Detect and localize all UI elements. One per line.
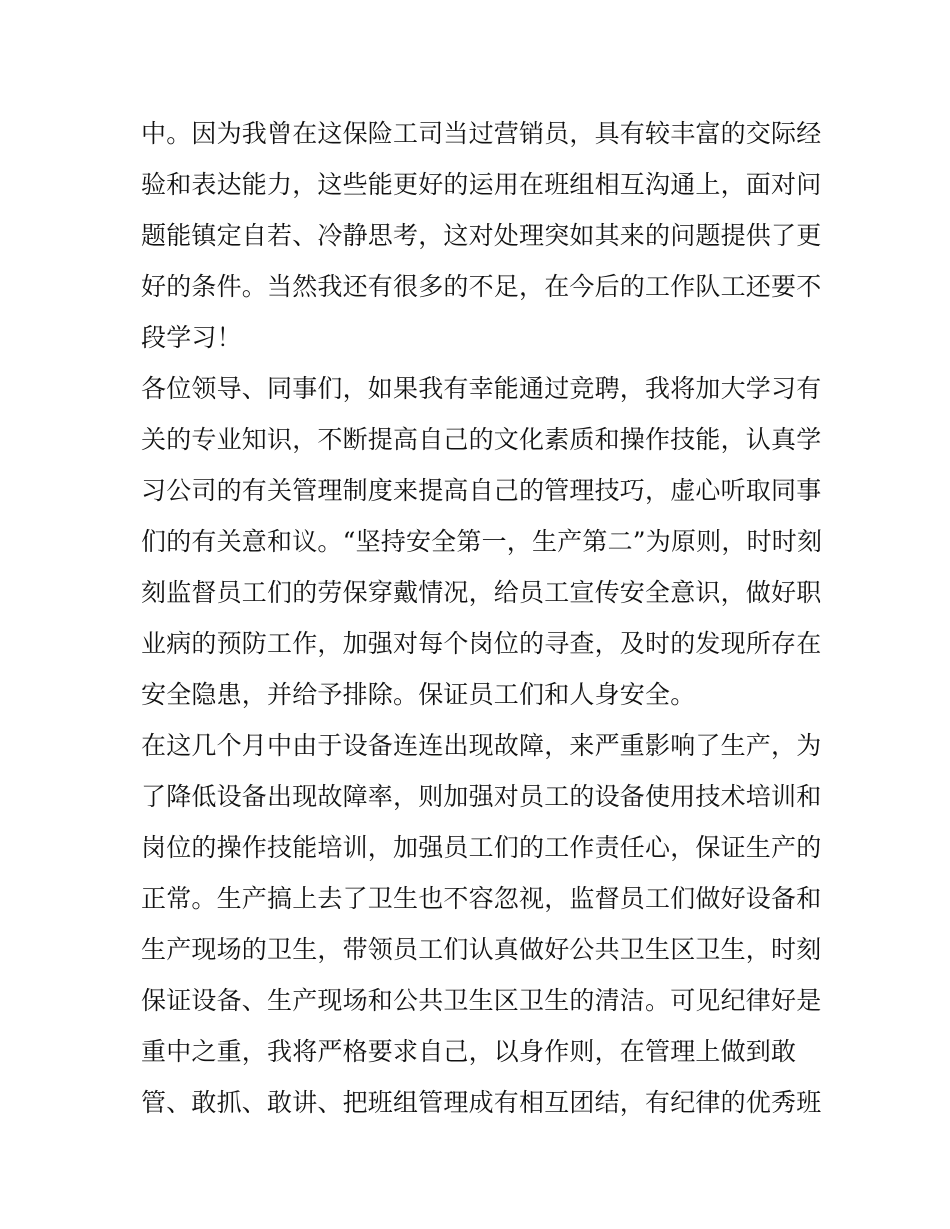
- text-line: 段学习！: [141, 323, 242, 352]
- body-text: [141, 108, 821, 1128]
- text-line: 生产现场的卫生，带领员工们认真做好公共卫生区卫生，时刻: [141, 935, 822, 964]
- text-line: 安全隐患，并给予排除。保证员工们和人身安全。: [141, 680, 696, 709]
- text-line: 各位领导、同事们，如果我有幸能通过竞聘，我将加大学习有: [141, 374, 822, 403]
- text-line: 好的条件。当然我还有很多的不足，在今后的工作队工还要不: [141, 272, 822, 301]
- text-line: 保证设备、生产现场和公共卫生区卫生的清洁。可见纪律好是: [141, 986, 822, 1015]
- text-line: 关的专业知识，不断提高自己的文化素质和操作技能，认真学: [141, 425, 822, 454]
- text-line: 在这几个月中由于设备连连出现故障，来严重影响了生产，为: [141, 731, 822, 760]
- text-line: 习公司的有关管理制度来提高自己的管理技巧，虚心听取同事: [141, 476, 822, 505]
- text-line: 题能镇定自若、冷静思考，这对处理突如其来的问题提供了更: [141, 221, 822, 250]
- text-line: 中。因为我曾在这保险工司当过营销员，具有较丰富的交际经: [141, 119, 822, 148]
- text-line: 刻监督员工们的劳保穿戴情况，给员工宣传安全意识，做好职: [141, 578, 822, 607]
- text-line: 正常。生产搞上去了卫生也不容忽视，监督员工们做好设备和: [141, 884, 822, 913]
- text-line: 业病的预防工作，加强对每个岗位的寻查，及时的发现所存在: [141, 629, 822, 658]
- text-line: 验和表达能力，这些能更好的运用在班组相互沟通上，面对问: [141, 170, 822, 199]
- text-line: 重中之重，我将严格要求自己，以身作则，在管理上做到敢: [141, 1037, 797, 1066]
- text-line: 了降低设备出现故障率，则加强对员工的设备使用技术培训和: [141, 782, 822, 811]
- text-line: 岗位的操作技能培训，加强员工们的工作责任心，保证生产的: [141, 833, 822, 862]
- text-line: 们的有关意和议。“坚持安全第一，生产第二”为原则，时时刻: [141, 527, 823, 556]
- text-line: 管、敢抓、敢讲、把班组管理成有相互团结，有纪律的优秀班: [141, 1088, 822, 1117]
